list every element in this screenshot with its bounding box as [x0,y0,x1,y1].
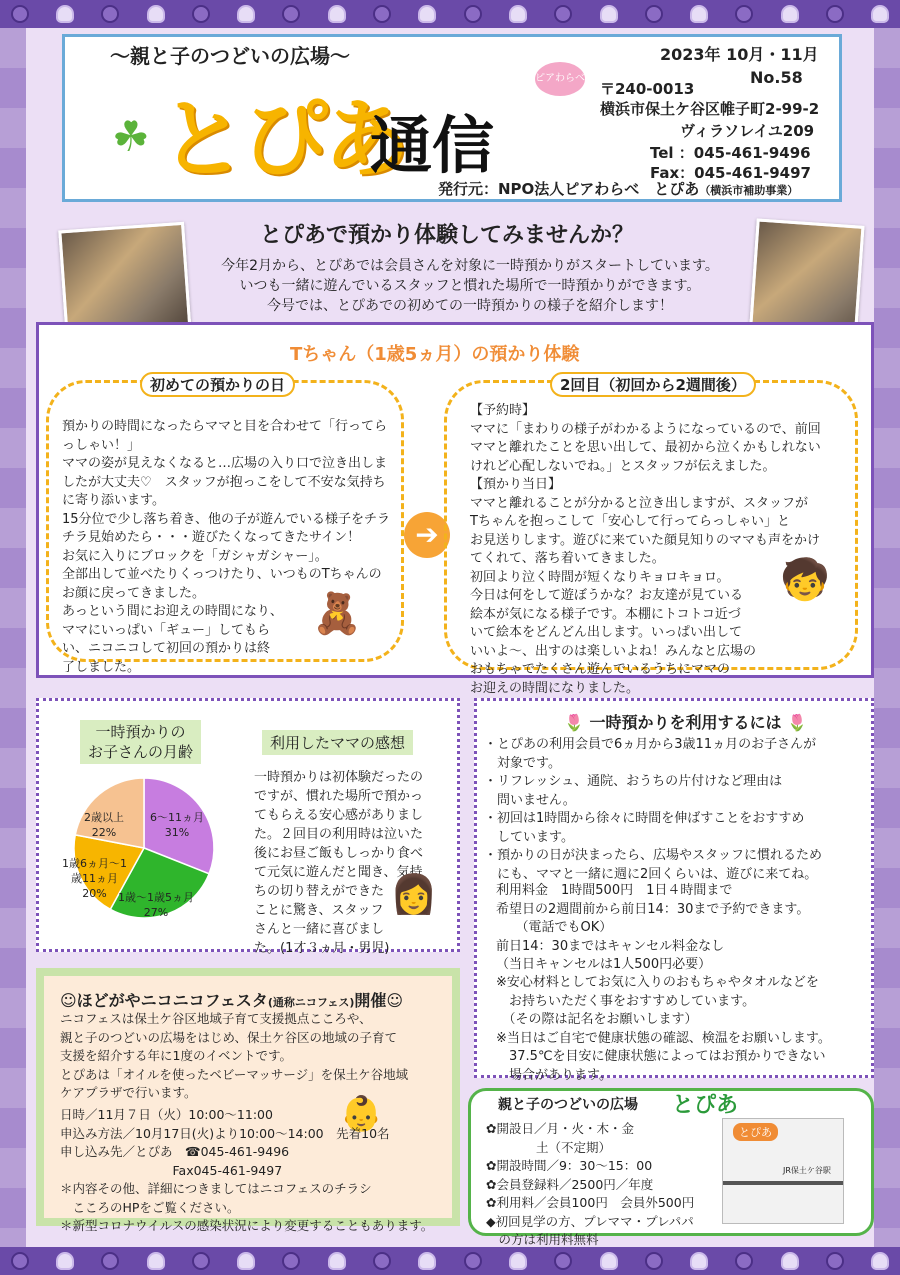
pumpkin-icon [373,5,391,23]
pumpkin-icon [11,1252,29,1270]
voice-title: 利用したママの感想 [262,730,413,755]
baby-icon: 👶 [340,1094,383,1134]
ghost-icon [237,1252,255,1270]
ghost-icon [871,1252,889,1270]
pie-slice-label: 1歳6ヵ月〜1 歳11ヵ月 20% [62,857,127,900]
ghost-icon [781,5,799,23]
ghost-icon [147,1252,165,1270]
pumpkin-icon [826,1252,844,1270]
masthead-title-tsushin: 通信 [370,109,495,182]
ghost-icon [509,1252,527,1270]
ghost-icon [328,1252,346,1270]
ghost-icon [781,1252,799,1270]
right-border [874,28,900,1247]
usage-fees: 利用料金 1時間500円 1日４時間まで 希望日の2週間前から前日14：30まで予約できます。 （電話でもOK） 前日14：30まではキャンセル料金なし （当日キャンセルは1人500円必要） [496,883,810,972]
publisher-note: （横浜市補助事業） [699,184,799,197]
ghost-icon [328,5,346,23]
ghost-icon [147,5,165,23]
first-day-text: 預かりの時間になったらママと目を合わせて「行ってら っしゃい！」 ママの姿が見えなくなると…広場の入り口で泣き出しま したが大丈夫♡ スタッフが抱っこをして不安な気持ち に寄り添います。 15分位で少し落ち着き、他の子が遊んでいる様子をチラ チラ見始めたら・・・遊びたくなってきたサイン！ お気に入りにブロックを「ガシャガシャー」。 全部出して並べたりくっつけたり、いつものTちゃんの お顔に戻ってきました。 あっという間にお迎えの時間になり、 ママにいっぱい「ギュー」してもら い、ニコニコして初回の預かりは終 了しました。 [62,419,391,675]
top-border [0,0,900,28]
voice-text: 一時預かりは初体験だったの ですが、慣れた場所で預かっ てもらえる安心感がありまし た。２回目の利用時は泣いた 後にお昼ご飯もしっかり食べ て元気に遊んだと聞き、気持 ちの切り替えができた ことに驚き、スタッフ さんと一緒に喜びまし た。(1才３ヵ月・男児) [254,770,424,956]
pumpkin-icon [282,5,300,23]
piawarabe-logo: ピアわらべ [535,62,585,96]
ghost-icon [690,1252,708,1270]
left-border [0,28,26,1247]
child-playing-icon: 🧒 [780,557,830,603]
pumpkin-icon [554,1252,572,1270]
masthead-title-topia: とぴあ [160,90,406,190]
arrow-right-icon: ➔ [404,512,450,558]
place-name: とぴあ [672,1093,739,1118]
usage-info-title-text: 一時預かりを利用するには [589,713,782,732]
pumpkin-icon [735,5,753,23]
first-day-tag: 初めての預かりの日 [140,372,295,397]
pumpkin-icon [101,1252,119,1270]
festival-body: ニコフェスは保土ケ谷区地域子育て支援拠点こころや、 親と子のつどいの広場をはじめ、保土ケ谷区の地域の子育て 支援を紹介する年に1度のイベントです。 とぴあは「オイルを使ったベビーマッサージ」を保土ケ谷地域 ケアプラザで行います。 [60,1011,409,1100]
clover-icon: ☘ [112,112,150,161]
pie-slice-label: 2歳以上 22% [84,811,124,839]
address-line-2: ヴィラソレイユ209 [680,122,815,140]
pumpkin-icon [192,5,210,23]
pumpkin-icon [373,1252,391,1270]
tulip-icon: 🌷 [787,713,808,732]
usage-bullets: ・とぴあの利用会員で6ヵ月から3歳11ヵ月のお子さんが 対象です。 ・リフレッシュ、通院、おうちの片付けなど理由は 問いません。 ・初回は1時間から徐々に時間を伸ばすことをおすすめ しています。 ・預かりの日が決まったら、広場やスタッフに慣れるため にも、ママと一緒に週に2回くらいは、遊びに来てね。 [484,737,823,882]
fax: Fax：045-461-9497 [650,164,811,182]
pie-slice-label: 6〜11ヵ月 31% [150,811,204,839]
map-topia-label: とぴあ [733,1123,778,1141]
intro-text: 今年2月から、とぴあでは会員さんを対象に一時預かりがスタートしています。 いつも一緒に遊んでいるスタッフと慣れた場所で一時預かりができます。 今号では、とぴあでの初めての一時預かりの様子を紹介します！ [221,258,719,314]
masthead-subtitle: 〜親と子のつどいの広場〜 [110,44,350,68]
ghost-icon [600,1252,618,1270]
pumpkin-icon [464,1252,482,1270]
issue-date: 2023年 10月・11月 [660,45,819,64]
address-line-1: 横浜市保土ケ谷区帷子町2-99-2 [600,100,820,118]
ghost-icon [600,5,618,23]
pumpkin-icon [101,5,119,23]
place-details: ✿開設日／月・火・木・金 土（不定期） ✿開設時間／9：30〜15：00 ✿会員登録料／2500円／年度 ✿利用料／会員100円 会員外500円 ◆初回見学の方、プレママ・プレパパ の方は利用料無料 [486,1121,695,1247]
ghost-icon [690,5,708,23]
pie-chart-title: 一時預かりの お子さんの月齢 [80,720,201,764]
ghost-icon [418,5,436,23]
tulip-icon: 🌷 [564,713,584,732]
ghost-icon [56,1252,74,1270]
ghost-icon [871,5,889,23]
mother-baby-icon: 👩 [390,872,438,916]
ghost-icon [56,5,74,23]
postal-code: 〒240-0013 [600,80,695,98]
pumpkin-icon [554,5,572,23]
festival-title [60,988,403,1011]
pumpkin-icon [464,5,482,23]
usage-info-title [564,710,807,733]
telephone: Tel ：045-461-9496 [650,144,811,162]
place-label: 親と子のつどいの広場 [498,1097,638,1113]
map-station-label: JR保土ケ谷駅 [783,1166,831,1175]
pumpkin-icon [192,1252,210,1270]
publisher [438,178,798,199]
issue-number: No.58 [750,68,803,87]
case-study-title: Tちゃん（1歳5ヵ月）の預かり体験 [290,344,580,365]
map-railway [723,1181,843,1185]
ghost-icon [418,1252,436,1270]
festival-title-note: (通称ニコフェス) [267,996,355,1009]
access-map [722,1118,844,1224]
toy-box-icon: 🧸 [312,591,362,637]
festival-title-end: 開催☺ [354,991,404,1010]
second-visit-text: 【予約時】 ママに「まわりの様子がわかるようになっているので、前回 ママと離れたことを思い出して、最初から泣くかもしれない けれど心配しないでね。」とスタッフが伝えました。 【預かり当日】 ママと離れることが分かると泣き出しますが、スタッフが Tちゃんを抱っこして「安心して行ってらっしゃい」と お見送りします。遊びに来ていた顔見知りのママも声をかけ てくれて、落ち着いてきました。 初回より泣く時間が短くなりキョロキョロ。 今日は何をして遊ぼうかな？お友達が見ている 絵本が気になる様子です。本棚にトコトコ近づ いて絵本をどんどん出します。いっぱい出して いいよ〜、出すのは楽しいよね！みんなと広場の おもちゃでたくさん遊んでいるうちにママの お迎えの時間になりました。 [470,403,821,696]
pumpkin-icon [282,1252,300,1270]
festival-details: 日時／11月７日（火）10:00〜11:00 申込み方法／10月17日(火)より10:00〜14:00 先着10名 申し込み先／とぴあ ☎045-461-9496 Fax045-461-9497 ＊内容その他、詳細につきましてはニコフェスのチラシ こころのHPをご覧ください。 ＊新型コロナウイルスの感染状況により変更することもあります。 [60,1107,434,1233]
festival-title-main: ☺ほどがやニコニコフェスタ [60,991,268,1010]
publisher-name: 発行元：NPO法人ピアわらべ とぴあ [438,180,700,198]
pumpkin-icon [11,5,29,23]
pumpkin-icon [735,1252,753,1270]
second-visit-tag: 2回目（初回から2週間後） [550,372,756,397]
pie-slice-label: 1歳〜1歳5ヵ月 27% [118,891,194,919]
ghost-icon [237,5,255,23]
usage-notes: ※安心材料としてお気に入りのおもちゃやタオルなどを お持ちいただく事をおすすめしています。 （その際は記名をお願いします） ※当日はご自宅で健康状態の確認、検温をお願いします。 37.5℃を目安に健康状態によってはお預かりできない 場合があります。 [496,975,831,1083]
headline: とぴあで預かり体験してみませんか？ [260,223,635,248]
pumpkin-icon [826,5,844,23]
pumpkin-icon [645,1252,663,1270]
bottom-border [0,1247,900,1275]
ghost-icon [509,5,527,23]
pumpkin-icon [645,5,663,23]
